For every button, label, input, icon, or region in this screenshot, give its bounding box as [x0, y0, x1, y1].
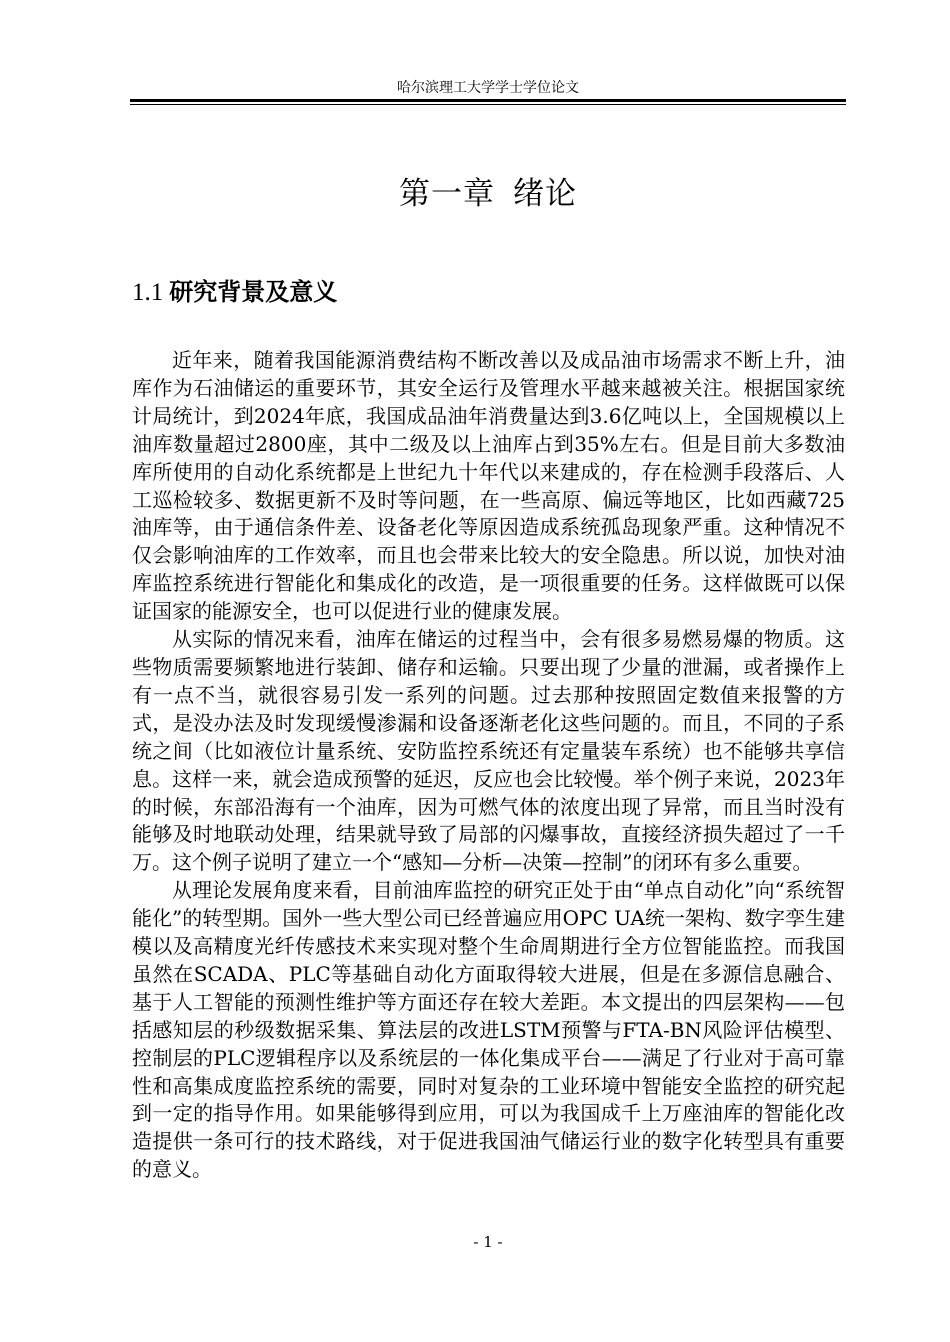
- header-rule-thin: [130, 104, 846, 105]
- paragraph-2: 从实际的情况来看，油库在储运的过程当中，会有很多易燃易爆的物质。这些物质需要频繁地进行装卸、储存和运输。只要出现了少量的泄漏，或者操作上有一点不当，就很容易引发一系列的问题。过去那种按照固定数值来报警的方式，是没办法及时发现缓慢渗漏和设备逐渐老化这些问题的。而且，不同的子系统之间（比如液位计量系统、安防监控系统还有定量装车系统）也不能够共享信息。这样一来，就会造成预警的延迟，反应也会比较慢。举个例子来说，2023年的时候，东部沿海有一个油库，因为可燃气体的浓度出现了异常，而且当时没有能够及时地联动处理，结果就导致了局部的闪爆事故，直接经济损失超过了一千万。这个例子说明了建立一个“感知—分析—决策—控制”的闭环有多么重要。: [132, 627, 845, 875]
- page-number: - 1 -: [473, 1233, 503, 1251]
- chapter-title: [130, 172, 846, 216]
- header-rule-thick: [130, 99, 846, 102]
- paragraph-1: 近年来，随着我国能源消费结构不断改善以及成品油市场需求不断上升，油库作为石油储运的重要环节，其安全运行及管理水平越来越被关注。根据国家统计局统计，到2024年底，我国成品油年消费量达到3.6亿吨以上，全国规模以上油库数量超过2800座，其中二级及以上油库占到35%左右。但是目前大多数油库所使用的自动化系统都是上世纪九十年代以来建成的，存在检测手段落后、人工巡检较多、数据更新不及时等问题，在一些高原、偏远等地区，比如西藏725油库等，由于通信条件差、设备老化等原因造成系统孤岛现象严重。这种情况不仅会影响油库的工作效率，而且也会带来比较大的安全隐患。所以说，加快对油库监控系统进行智能化和集成化的改造，是一项很重要的任务。这样做既可以保证国家的能源安全，也可以促进行业的健康发展。: [132, 348, 845, 624]
- body-text: [132, 347, 845, 1184]
- chapter-number-label: 第一章: [399, 176, 495, 212]
- paragraph-3: 从理论发展角度来看，目前油库监控的研究正处于由“单点自动化”向“系统智能化”的转型期。国外一些大型公司已经普遍应用OPC UA统一架构、数字孪生建模以及高精度光纤传感技术来实现对整个生命周期进行全方位智能监控。而我国虽然在SCADA、PLC等基础自动化方面取得较大进展，但是在多源信息融合、基于人工智能的预测性维护等方面还存在较大差距。本文提出的四层架构——包括感知层的秒级数据采集、算法层的改进LSTM预警与FTA-BN风险评估模型、控制层的PLC逻辑程序以及系统层的一体化集成平台——满足了行业对于高可靠性和高集成度监控系统的需要，同时对复杂的工业环境中智能安全监控的研究起到一定的指导作用。如果能够得到应用，可以为我国成千上万座油库的智能化改造提供一条可行的技术路线，对于促进我国油气储运行业的数字化转型具有重要的意义。: [132, 878, 845, 1182]
- section-title: 研究背景及意义: [169, 278, 338, 306]
- section-number: 1.1: [132, 279, 164, 306]
- section-heading: [132, 274, 337, 311]
- running-header: 哈尔滨理工大学学士学位论文: [397, 80, 579, 96]
- chapter-name: 绪论: [513, 176, 577, 212]
